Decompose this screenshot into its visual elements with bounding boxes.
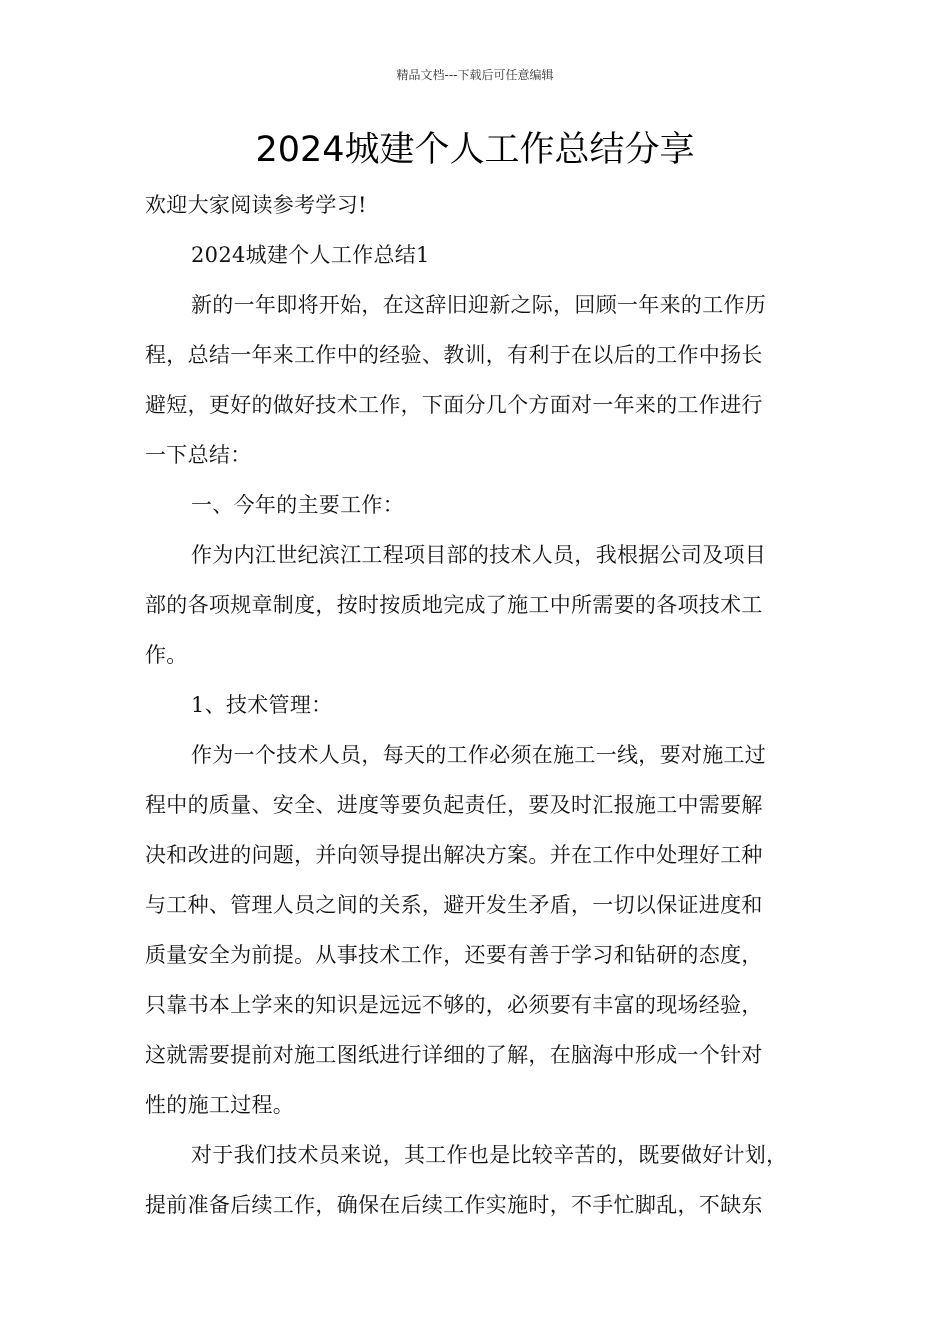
paragraph-line: 作。 [145, 643, 188, 667]
paragraph-line: 质量安全为前提。从事技术工作，还要有善于学习和钻研的态度， [145, 943, 763, 967]
header-note: 精品文档---下载后可任意编辑 [396, 68, 554, 82]
paragraph-line: 程中的质量、安全、进度等要负起责任，要及时汇报施工中需要解 [145, 793, 763, 817]
document-title: 2024城建个人工作总结分享 [255, 130, 695, 170]
paragraph-line: 与工种、管理人员之间的关系，避开发生矛盾，一切以保证进度和 [145, 893, 763, 917]
paragraph-line: 一下总结： [145, 443, 252, 467]
paragraph-line: 新的一年即将开始，在这辞旧迎新之际，回顾一年来的工作历 [191, 293, 767, 317]
document-body [145, 180, 815, 1230]
paragraph-line: 性的施工过程。 [145, 1093, 295, 1117]
paragraph-line: 部的各项规章制度，按时按质地完成了施工中所需要的各项技术工 [145, 593, 763, 617]
paragraph-line: 这就需要提前对施工图纸进行详细的了解，在脑海中形成一个针对 [145, 1043, 763, 1067]
paragraph-line: 对于我们技术员来说，其工作也是比较辛苦的，既要做好计划， [191, 1143, 788, 1167]
paragraph-line: 作为内江世纪滨江工程项目部的技术人员，我根据公司及项目 [191, 543, 767, 567]
paragraph-line: 作为一个技术人员，每天的工作必须在施工一线，要对施工过 [191, 743, 767, 767]
paragraph-line: 提前准备后续工作，确保在后续工作实施时，不手忙脚乱，不缺东 [145, 1193, 763, 1217]
paragraph-line: 决和改进的问题，并向领导提出解决方案。并在工作中处理好工种 [145, 843, 763, 867]
greeting-line: 欢迎大家阅读参考学习! [145, 193, 367, 217]
section-heading: 2024城建个人工作总结1 [191, 243, 430, 267]
paragraph-line: 程，总结一年来工作中的经验、教训，有利于在以后的工作中扬长 [145, 343, 763, 367]
subheading: 一、今年的主要工作： [191, 493, 404, 517]
subheading: 1、技术管理： [191, 693, 333, 717]
paragraph-line: 避短，更好的做好技术工作，下面分几个方面对一年来的工作进行 [145, 393, 763, 417]
paragraph-line: 只靠书本上学来的知识是远远不够的，必须要有丰富的现场经验， [145, 993, 763, 1017]
